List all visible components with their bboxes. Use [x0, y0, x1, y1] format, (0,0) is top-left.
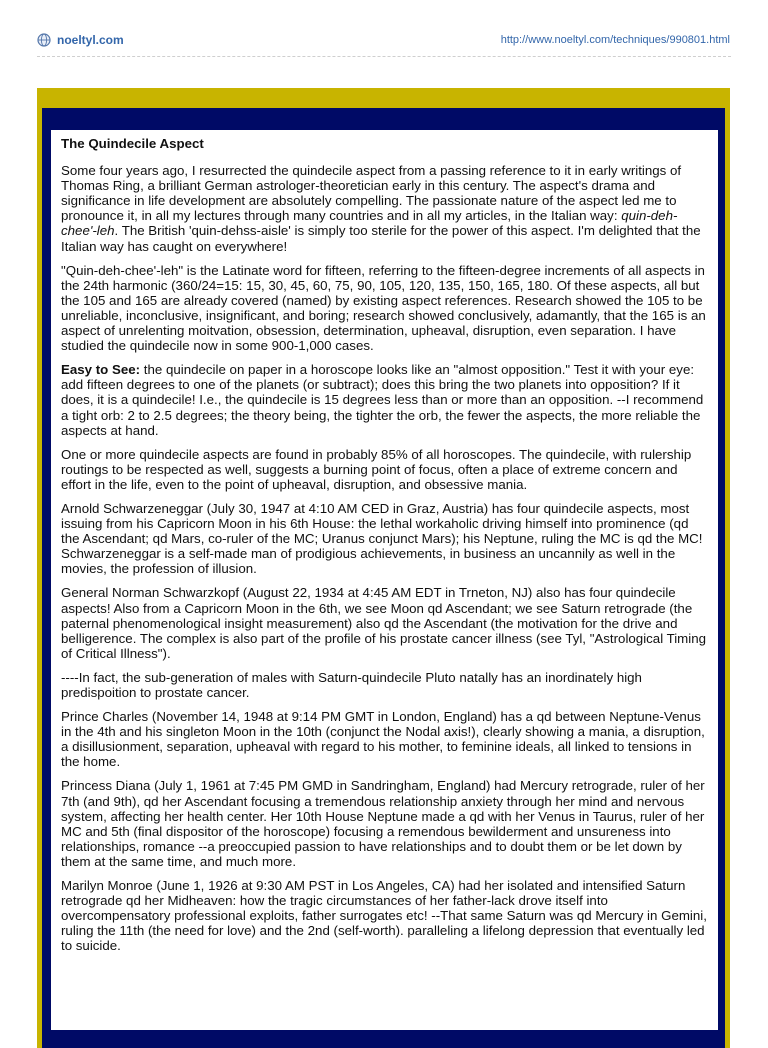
- paragraph-schwarzeneggar: Arnold Schwarzeneggar (July 30, 1947 at 4:10 AM CED in Graz, Austria) has four quindecile aspects, most issuing from his Capricorn Moon in his 6th House: the lethal workaholic driving himself into prominence (qd the Ascendant; qd Mars, co-ruler of the MC; Uranus conjunct Mars); his Neptune, ruling the MC is qd the MC! Schwarzeneggar is a self-made man of prodigious achievements, in business an uncannily as well in the movies, the profession of illusion.: [61, 500, 703, 577]
- site-name[interactable]: noeltyl.com: [57, 33, 124, 47]
- page-url[interactable]: http://www.noeltyl.com/techniques/990801.html: [500, 34, 730, 46]
- paragraph-prince-charles: Prince Charles (November 14, 1948 at 9:14 PM GMT in London, England) has a qd between Neptune-Venus in the 4th and his singleton Moon in the 10th (conjunct the Nodal axis!), clearly showing a mania, a disruption, a disillusionment, separation, upheaval with regard to his mother, to feminine ideals, all linked to tensions in the home.: [61, 709, 705, 770]
- paragraph-prostate: ----In fact, the sub-generation of males with Saturn-quindecile Pluto natally has an inordinately high predispoition to prostate cancer.: [61, 669, 642, 700]
- site-link[interactable]: [37, 33, 124, 47]
- paragraph-marilyn-monroe: Marilyn Monroe (June 1, 1926 at 9:30 AM PST in Los Angeles, CA) had her isolated and intensified Saturn retrograde qd her Midheaven: how the tragic circumstances of her father-lack drove itself into overcompensatory professional exploits, father surrogates etc! --That same Saturn was qd Mercury in Gemini, ruling the 11th (the need for love) and the 2nd (self-worth). paralleling a lifelong depression that eventually led to suicide.: [61, 878, 707, 954]
- paragraph-schwarzkopf: General Norman Schwarzkopf (August 22, 1934 at 4:45 AM EDT in Trneton, NJ) also has four quindecile aspects! Also from a Capricorn Moon in the 6th, we see Moon qd Ascendant; we see Saturn retrograde (the paternal phenomenological insight measurement) also qd the Ascendant (the motivation for the drive and belligerence. The complex is also part of the profile of his prostate cancer illness (see Tyl, "Astrological Timing of Critical Illness").: [61, 585, 707, 661]
- page-header: [0, 0, 768, 60]
- globe-icon: [37, 33, 51, 47]
- paragraph-easy-to-see: Easy to See: the quindecile on paper in a horoscope looks like an "almost opposition." Test it with your eye: add fifteen degrees to one of the planets (or subtract); does this bring the two planets into opposition? If it does, it is a quindecile! I.e., the quindecile is 15 degrees less than or more than an opposition. --I recommend a tight orb: 2 to 2.5 degrees; the theory being, the tighter the orb, the fewer the aspects, the more reliable the aspects at hand.: [61, 362, 704, 438]
- header-divider: [37, 56, 731, 57]
- paragraph-frequency: One or more quindecile aspects are found in probably 85% of all horoscopes. The quindecile, with rulership routings to be respected as well, suggests a burning point of focus, often a place of extreme concern and effort in the life, even to the point of upheaval, disruption, and obsessive mania.: [61, 446, 692, 492]
- article-title: The Quindecile Aspect: [61, 136, 204, 151]
- pronunciation: quin-deh-chee'-leh: [61, 208, 678, 239]
- paragraph-etymology: "Quin-deh-chee'-leh" is the Latinate word for fifteen, referring to the fifteen-degree increments of all aspects in the 24th harmonic (360/24=15: 15, 30, 45, 60, 75, 90, 105, 120, 135, 150, 165, 180. Of these aspects, all but the 105 and 165 are already covered (named) by existing aspect references. Research showed the 105 to be unreliable, inconclusive, insignificant, and boring; research showed conclusively, adamantly, that the 165 is an aspect of unrelenting moitvation, obsession, determination, upheaval, disruption, even separation. I have studied the quindecile now in some 900-1,000 cases.: [61, 262, 706, 354]
- paragraph-princess-diana: Princess Diana (July 1, 1961 at 7:45 PM GMD in Sandringham, England) had Mercury retrograde, ruler of her 7th (and 9th), qd her Ascendant focusing a tremendous relationship anxiety through her mind and nervous system, affecting her health center. Her 10th House Neptune made a qd with her Venus in Taurus, ruler of her MC and 5th (final dispositor of the horoscope) focusing a remendous bewilderment and unsureness into relationships, romance --a preoccupied passion to have relationships and to doubt them or be let down by them at the same time, and much more.: [61, 778, 705, 869]
- article-body: [51, 130, 718, 1030]
- easy-to-see-label: Easy to See:: [61, 362, 141, 378]
- paragraph-intro: Some four years ago, I resurrected the quindecile aspect from a passing reference to it in early writings of Thomas Ring, a brilliant German astrologer-theoretician early in this century. The aspect's drama and significance in life development are absolutely compelling. The passionate nature of the aspect led me to pronounce it, in all my lectures through many countries and in all my articles, in the Italian way: quin-deh-chee'-leh. The British 'quin-dehss-aisle' is simply too sterile for the power of this aspect. I'm delighted that the Italian way has caught on everywhere!: [61, 163, 701, 254]
